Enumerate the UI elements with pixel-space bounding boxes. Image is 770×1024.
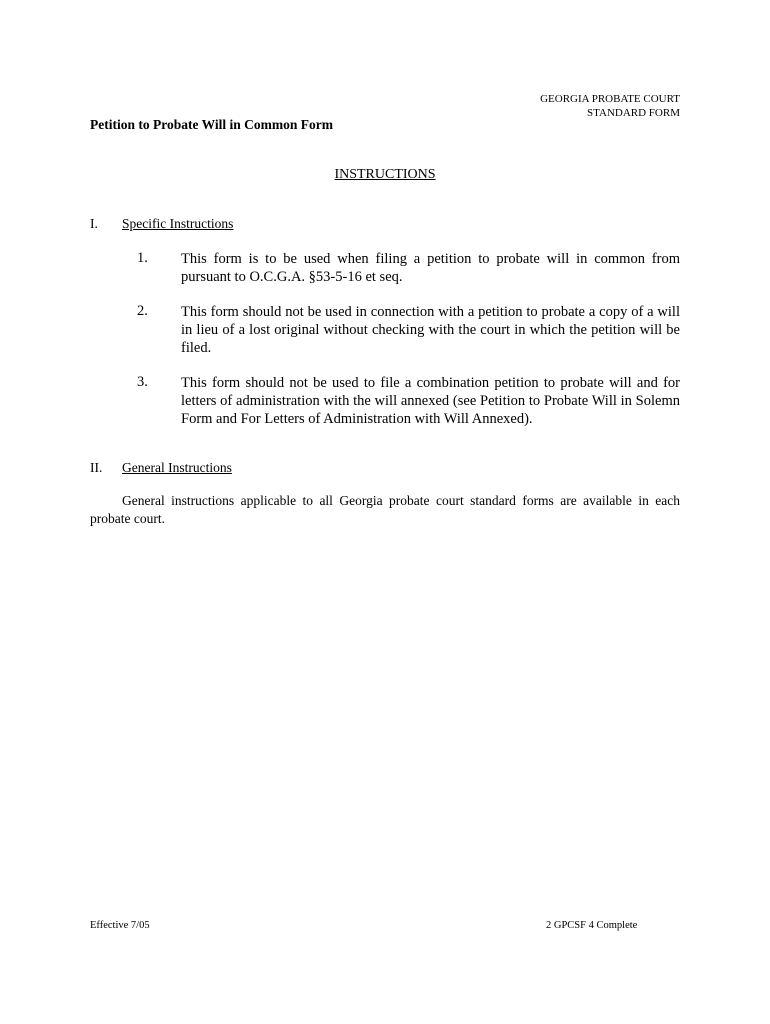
section-numeral-specific: I. <box>90 216 98 231</box>
section-title-specific: Specific Instructions <box>122 216 234 231</box>
footer-effective-date: Effective 7/05 <box>90 920 150 931</box>
item-text-2: This form should not be used in connection with a petition to probate a copy of a will in lieu of a lost original without checking with the court in which the petition will be filed. <box>181 304 680 356</box>
item-number-2: 2. <box>137 303 148 319</box>
instructions-heading: INSTRUCTIONS <box>334 167 436 182</box>
item-text-1: This form is to be used when filing a petition to probate will in common from pursuant to O.C.G.A. §53-5-16 et seq. <box>181 251 680 285</box>
court-header-line2: STANDARD FORM <box>587 107 680 119</box>
section-title-general: General Instructions <box>122 460 232 475</box>
item-number-3: 3. <box>137 374 148 390</box>
court-header <box>540 92 680 120</box>
general-instructions-text: General instructions applicable to all Georgia probate court standard forms are available in each probate court. <box>90 493 680 526</box>
court-header-line1: GEORGIA PROBATE COURT <box>540 93 680 105</box>
item-number-1: 1. <box>137 250 148 266</box>
section-numeral-general: II. <box>90 460 103 475</box>
footer-form-code: 2 GPCSF 4 Complete <box>546 920 638 931</box>
form-title: Petition to Probate Will in Common Form <box>90 117 333 132</box>
item-text-3: This form should not be used to file a combination petition to probate will and for letters of administration with the will annexed (see Petition to Probate Will in Solemn Form and For Letters of Administration with Will Annexed). <box>181 375 680 427</box>
